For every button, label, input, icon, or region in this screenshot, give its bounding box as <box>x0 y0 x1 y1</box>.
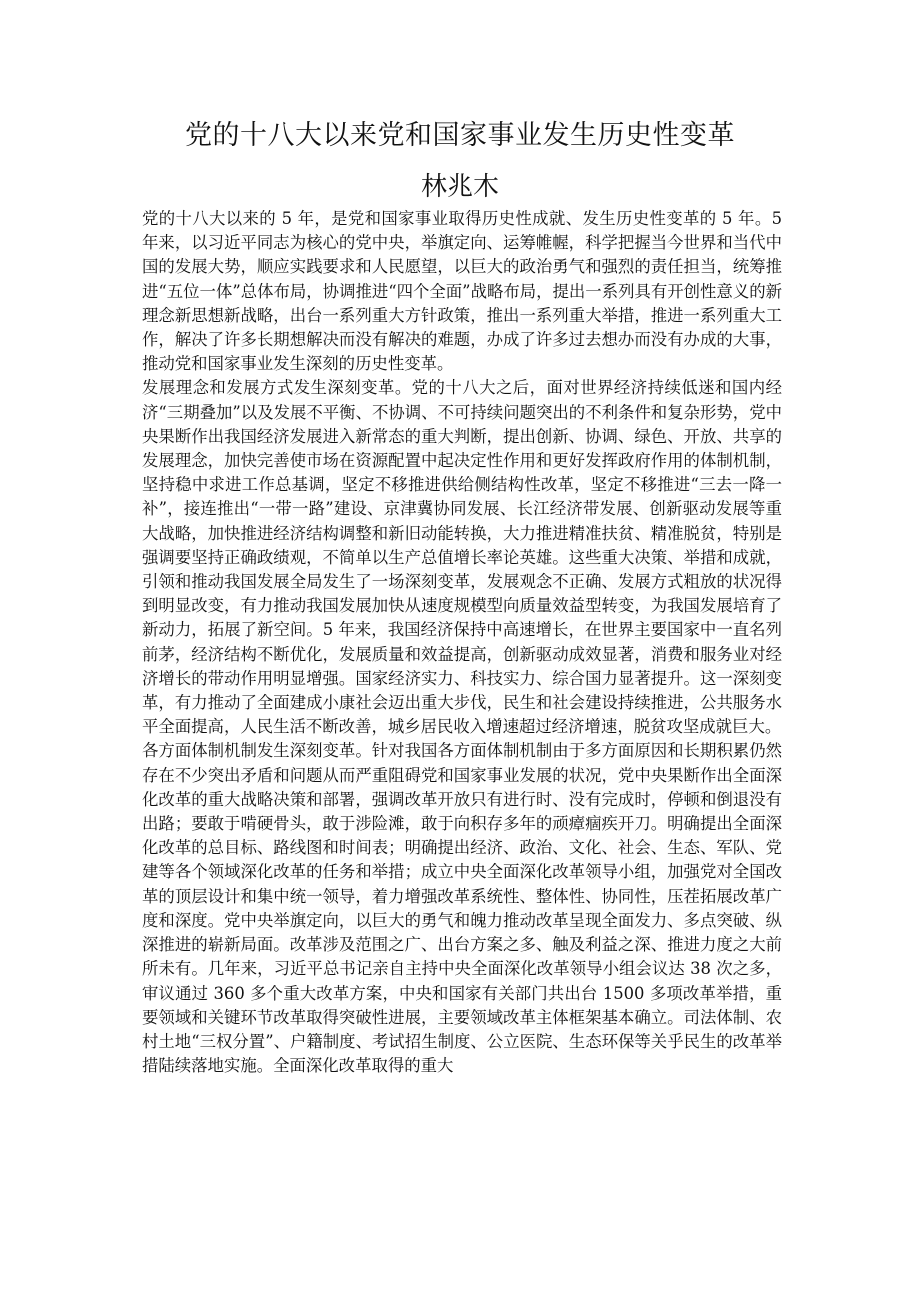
document-title: 党的十八大以来党和国家事业发生历史性变革 <box>185 120 735 151</box>
paragraph-development: 发展理念和发展方式发生深刻变革。党的十八大之后，面对世界经济持续低迷和国内经济“三期叠加”以及发展不平衡、不协调、不可持续问题突出的不利条件和复杂形势，党中央果断作出我国经济发展进入新常态的重大判断，提出创新、协调、绿色、开放、共享的发展理念，加快完善使市场在资源配置中起决定性作用和更好发挥政府作用的体制机制，坚持稳中求进工作总基调，坚定不移推进供给侧结构性改革，坚定不移推进“三去一降一补”，接连推出“一带一路”建设、京津冀协同发展、长江经济带发展、创新驱动发展等重大战略，加快推进经济结构调整和新旧动能转换，大力推进精准扶贫、精准脱贫，特别是强调要坚持正确政绩观，不简单以生产总值增长率论英雄。这些重大决策、举措和成就，引领和推动我国发展全局发生了一场深刻变革，发展观念不正确、发展方式粗放的状况得到明显改变，有力推动我国发展加快从速度规模型向质量效益型转变，为我国发展培育了新动力，拓展了新空间。5 年来，我国经济保持中高速增长，在世界主要国家中一直名列前茅，经济结构不断优化，发展质量和效益提高，创新驱动成效显著，消费和服务业对经济增长的带动作用明显增强。国家经济实力、科技实力、综合国力显著提升。这一深刻变革，有力推动了全面建成小康社会迈出重大步伐，民生和社会建设持续推进，公共服务水平全面提高，人民生活不断改善，城乡居民收入增速超过经济增速，脱贫攻坚成就巨大。 <box>142 378 782 737</box>
paragraph-intro: 党的十八大以来的 5 年，是党和国家事业取得历史性成就、发生历史性变革的 5 年。5 年来，以习近平同志为核心的党中央，举旗定向、运筹帷幄，科学把握当今世界和当代中国的发展大势，顺应实践要求和人民愿望，以巨大的政治勇气和强烈的责任担当，统筹推进“五位一体”总体布局，协调推进“四个全面”战略布局，提出一系列具有开创性意义的新理念新思想新战略，出台一系列重大方针政策，推出一系列重大举措，推进一系列重大工作，解决了许多长期想解决而没有解决的难题，办成了许多过去想办而没有办成的大事，推动党和国家事业发生深刻的历史性变革。 <box>142 209 782 374</box>
document-author: 林兆木 <box>420 172 499 202</box>
paragraph-reform: 各方面体制机制发生深刻变革。针对我国各方面体制机制由于多方面原因和长期积累仍然存在不少突出矛盾和问题从而严重阻碍党和国家事业发展的状况，党中央果断作出全面深化改革的重大战略决策和部署，强调改革开放只有进行时、没有完成时，停顿和倒退没有出路；要敢于啃硬骨头，敢于涉险滩，敢于向积存多年的顽瘴痼疾开刀。明确提出全面深化改革的总目标、路线图和时间表；明确提出经济、政治、文化、社会、生态、军队、党建等各个领域深化改革的任务和举措；成立中央全面深化改革领导小组，加强党对全国改革的顶层设计和集中统一领导，着力增强改革系统性、整体性、协同性，压茬拓展改革广度和深度。党中央举旗定向，以巨大的勇气和魄力推动改革呈现全面发力、多点突破、纵深推进的崭新局面。改革涉及范围之广、出台方案之多、触及利益之深、推进力度之大前所未有。几年来，习近平总书记亲自主持中央全面深化改革领导小组会议达 38 次之多，审议通过 360 多个重大改革方案，中央和国家有关部门共出台 1500 多项改革举措，重要领域和关键环节改革取得突破性进展，主要领域改革主体框架基本确立。司法体制、农村土地“三权分置”、户籍制度、考试招生制度、公立医院、生态环保等关乎民生的改革举措陆续落地实施。全面深化改革取得的重大 <box>142 741 782 1076</box>
document-body <box>142 207 782 1078</box>
